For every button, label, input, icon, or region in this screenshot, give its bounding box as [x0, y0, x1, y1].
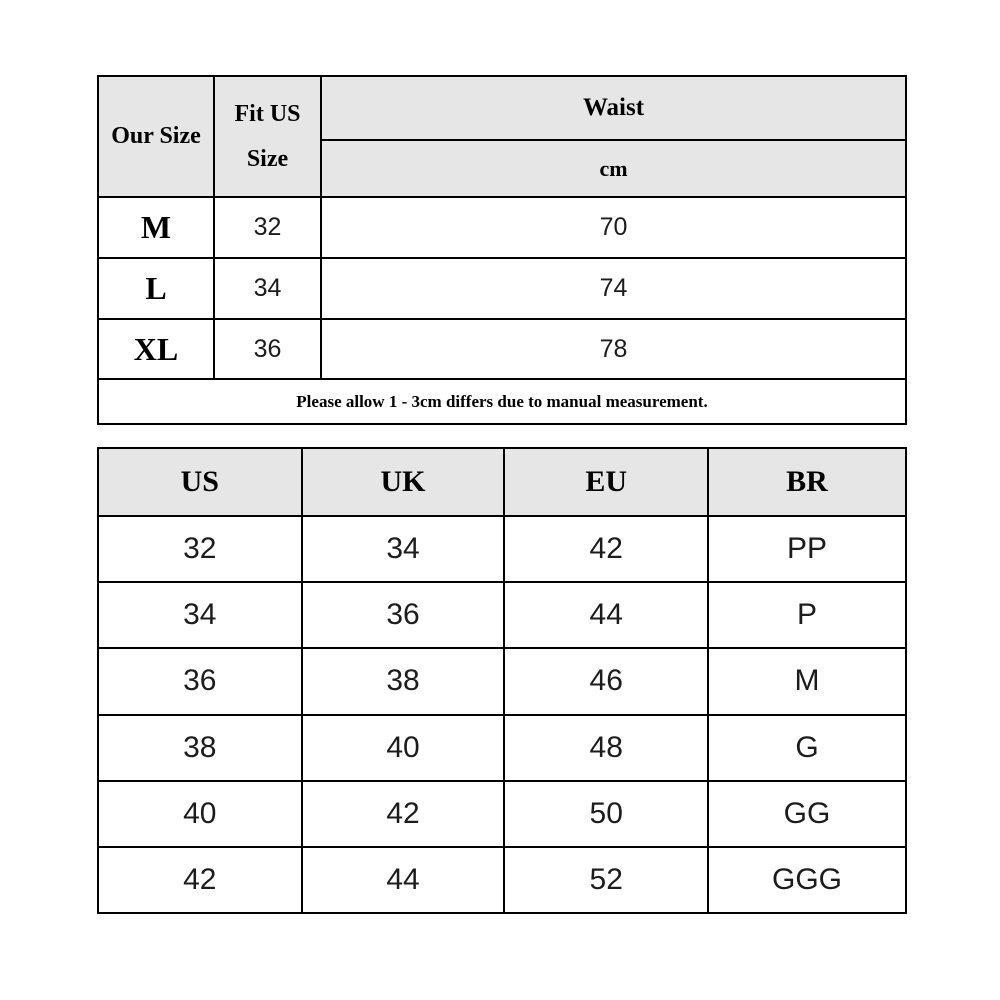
cell-eu: 50	[504, 781, 708, 847]
cell-br: GGG	[708, 847, 906, 913]
cell-our-size: M	[98, 197, 214, 258]
cell-our-size: L	[98, 258, 214, 319]
cell-our-size: XL	[98, 319, 214, 379]
table-header-row	[98, 76, 906, 140]
table-row	[98, 715, 906, 781]
table-row	[98, 648, 906, 714]
cell-br: P	[708, 582, 906, 648]
cell-br: GG	[708, 781, 906, 847]
table-header-row	[98, 448, 906, 516]
header-fit-us-size: Fit US Size	[214, 76, 321, 197]
cell-uk: 36	[302, 582, 505, 648]
cell-eu: 52	[504, 847, 708, 913]
cell-fit-us: 36	[214, 319, 321, 379]
table-row	[98, 319, 906, 379]
table-row	[98, 516, 906, 582]
table-row	[98, 781, 906, 847]
cell-uk: 40	[302, 715, 505, 781]
cell-eu: 42	[504, 516, 708, 582]
header-eu: EU	[504, 448, 708, 516]
cell-us: 38	[98, 715, 302, 781]
cell-us: 40	[98, 781, 302, 847]
header-br: BR	[708, 448, 906, 516]
cell-us: 32	[98, 516, 302, 582]
table-note-row	[98, 379, 906, 424]
cell-br: M	[708, 648, 906, 714]
table-row	[98, 197, 906, 258]
cell-br: PP	[708, 516, 906, 582]
header-waist: Waist	[321, 76, 906, 140]
header-us: US	[98, 448, 302, 516]
cell-fit-us: 32	[214, 197, 321, 258]
header-our-size: Our Size	[98, 76, 214, 197]
cell-uk: 38	[302, 648, 505, 714]
cell-fit-us: 34	[214, 258, 321, 319]
cell-eu: 44	[504, 582, 708, 648]
cell-uk: 44	[302, 847, 505, 913]
cell-eu: 48	[504, 715, 708, 781]
measurement-note: Please allow 1 - 3cm differs due to manual measurement.	[98, 379, 906, 424]
cell-waist-cm: 70	[321, 197, 906, 258]
cell-br: G	[708, 715, 906, 781]
table-row	[98, 847, 906, 913]
cell-eu: 46	[504, 648, 708, 714]
header-uk: UK	[302, 448, 505, 516]
table-row	[98, 582, 906, 648]
cell-waist-cm: 74	[321, 258, 906, 319]
cell-us: 36	[98, 648, 302, 714]
cell-us: 42	[98, 847, 302, 913]
size-conversion-table	[97, 447, 907, 914]
cell-waist-cm: 78	[321, 319, 906, 379]
cell-uk: 34	[302, 516, 505, 582]
cell-uk: 42	[302, 781, 505, 847]
table-row	[98, 258, 906, 319]
cell-us: 34	[98, 582, 302, 648]
header-cm-unit: cm	[321, 140, 906, 197]
waist-size-table	[97, 75, 907, 425]
